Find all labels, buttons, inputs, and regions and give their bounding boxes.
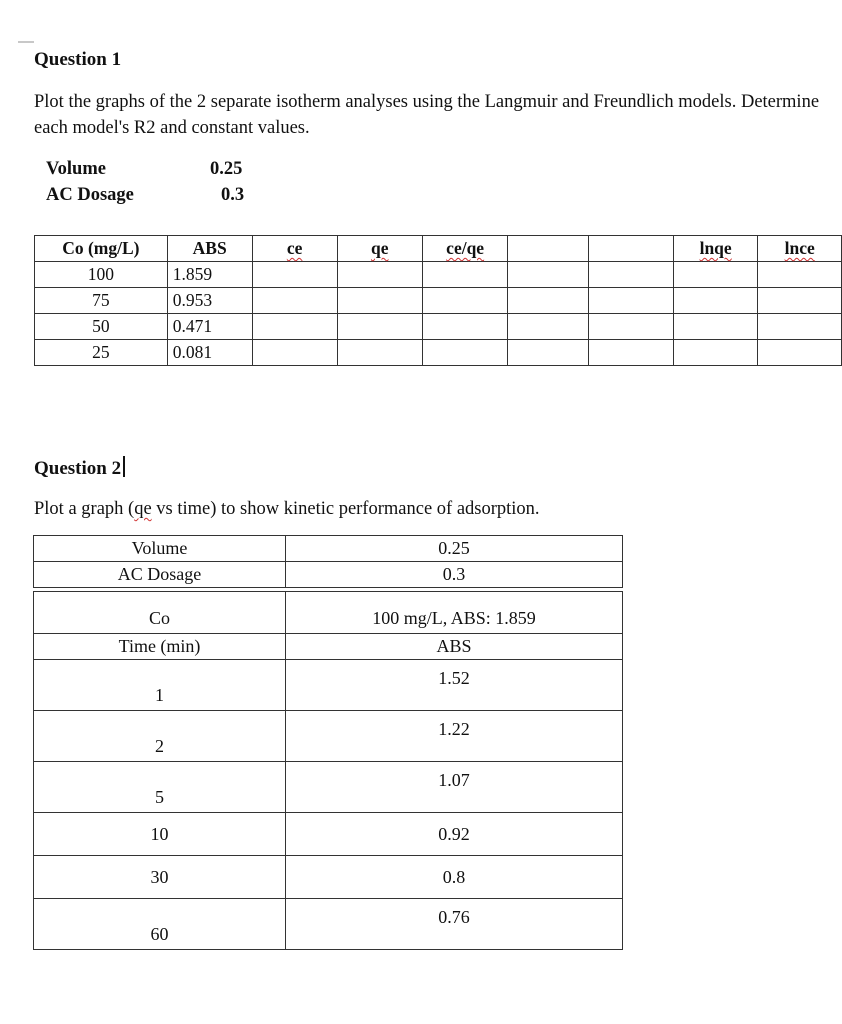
header-co: Co (mg/L) (35, 236, 168, 262)
header-ce-text: ce (286, 238, 303, 258)
header-ce-qe (422, 236, 508, 262)
header-ce-qe-text: ce/qe (446, 238, 485, 258)
cell-empty[interactable] (589, 288, 674, 314)
kin-dosage-value: 0.3 (286, 562, 623, 588)
cell-empty[interactable] (422, 288, 508, 314)
kin-time: 60 (34, 899, 286, 950)
cell-empty[interactable] (589, 340, 674, 366)
q2-instruction-end: vs time) to show kinetic performance of adsorption. (151, 499, 540, 519)
cell-abs: 0.471 (167, 314, 252, 340)
kin-dosage-label: AC Dosage (34, 562, 286, 588)
kin-time-label: Time (min) (34, 634, 286, 660)
table-row (34, 592, 623, 634)
header-abs: ABS (167, 236, 252, 262)
kin-co-label: Co (34, 592, 286, 634)
table-row (34, 660, 623, 711)
kin-abs: 1.22 (286, 711, 623, 762)
page-corner-mark (18, 41, 34, 43)
table-row (34, 899, 623, 950)
table-row (34, 711, 623, 762)
table-row (34, 762, 623, 813)
q2-instruction-qe: qe (134, 499, 152, 519)
cell-empty[interactable] (252, 288, 337, 314)
q1-dosage-value: 0.3 (221, 185, 245, 205)
cell-empty[interactable] (252, 340, 337, 366)
question-2-instruction (34, 496, 824, 522)
cell-empty[interactable] (508, 314, 589, 340)
cell-empty[interactable] (673, 288, 758, 314)
kin-co-value: 100 mg/L, ABS: 1.859 (286, 592, 623, 634)
kin-volume-label: Volume (34, 536, 286, 562)
table-row (35, 288, 842, 314)
cell-empty[interactable] (422, 262, 508, 288)
isotherm-table (34, 235, 842, 366)
kin-time: 30 (34, 856, 286, 899)
cell-co: 75 (35, 288, 168, 314)
table-row (35, 262, 842, 288)
kinetics-table (33, 535, 623, 950)
cell-empty[interactable] (508, 262, 589, 288)
header-lnce-text: lnce (784, 238, 815, 258)
q1-dosage-label: AC Dosage (46, 185, 134, 205)
cell-empty[interactable] (508, 288, 589, 314)
q2-instruction-start: Plot a graph ( (34, 499, 135, 519)
cell-empty[interactable] (758, 340, 842, 366)
q1-volume-label: Volume (46, 159, 106, 179)
cell-empty[interactable] (589, 262, 674, 288)
kin-abs: 0.92 (286, 813, 623, 856)
cell-empty[interactable] (758, 314, 842, 340)
table-row (34, 856, 623, 899)
cell-empty[interactable] (673, 314, 758, 340)
cell-co: 25 (35, 340, 168, 366)
kin-time: 2 (34, 711, 286, 762)
cell-empty[interactable] (337, 314, 422, 340)
kin-time: 5 (34, 762, 286, 813)
cell-abs: 1.859 (167, 262, 252, 288)
kin-time: 10 (34, 813, 286, 856)
question-2-title (34, 456, 125, 480)
text-cursor (123, 456, 125, 477)
header-qe-text: qe (370, 238, 389, 258)
cell-abs: 0.081 (167, 340, 252, 366)
cell-empty[interactable] (758, 262, 842, 288)
table-row (34, 813, 623, 856)
question-1-instruction: Plot the graphs of the 2 separate isotherm analyses using the Langmuir and Freundlich models. Determine each model's R2 and constant values. (34, 92, 820, 138)
table-row (34, 634, 623, 660)
kin-abs: 1.52 (286, 660, 623, 711)
header-ce (252, 236, 337, 262)
q1-volume-value: 0.25 (210, 159, 243, 179)
header-qe (337, 236, 422, 262)
cell-empty[interactable] (337, 340, 422, 366)
cell-empty[interactable] (337, 262, 422, 288)
cell-empty[interactable] (758, 288, 842, 314)
question-1-title: Question 1 (34, 49, 122, 70)
cell-empty[interactable] (508, 340, 589, 366)
cell-co: 50 (35, 314, 168, 340)
header-lnqe-text: lnqe (699, 238, 732, 258)
question-2-title-text: Question 2 (34, 458, 122, 479)
table-row (35, 340, 842, 366)
table-row (34, 536, 623, 562)
table-row (34, 562, 623, 588)
header-blank-2[interactable] (589, 236, 674, 262)
cell-co: 100 (35, 262, 168, 288)
kin-abs: 1.07 (286, 762, 623, 813)
kin-time: 1 (34, 660, 286, 711)
kin-volume-value: 0.25 (286, 536, 623, 562)
cell-empty[interactable] (589, 314, 674, 340)
table-row (35, 314, 842, 340)
cell-empty[interactable] (422, 314, 508, 340)
cell-empty[interactable] (422, 340, 508, 366)
cell-empty[interactable] (673, 262, 758, 288)
header-blank-1[interactable] (508, 236, 589, 262)
kin-abs: 0.8 (286, 856, 623, 899)
cell-empty[interactable] (673, 340, 758, 366)
cell-empty[interactable] (252, 262, 337, 288)
isotherm-table-header (35, 236, 842, 262)
kin-abs-label: ABS (286, 634, 623, 660)
cell-empty[interactable] (252, 314, 337, 340)
header-lnqe (673, 236, 758, 262)
kin-abs: 0.76 (286, 899, 623, 950)
cell-empty[interactable] (337, 288, 422, 314)
cell-abs: 0.953 (167, 288, 252, 314)
header-lnce (758, 236, 842, 262)
